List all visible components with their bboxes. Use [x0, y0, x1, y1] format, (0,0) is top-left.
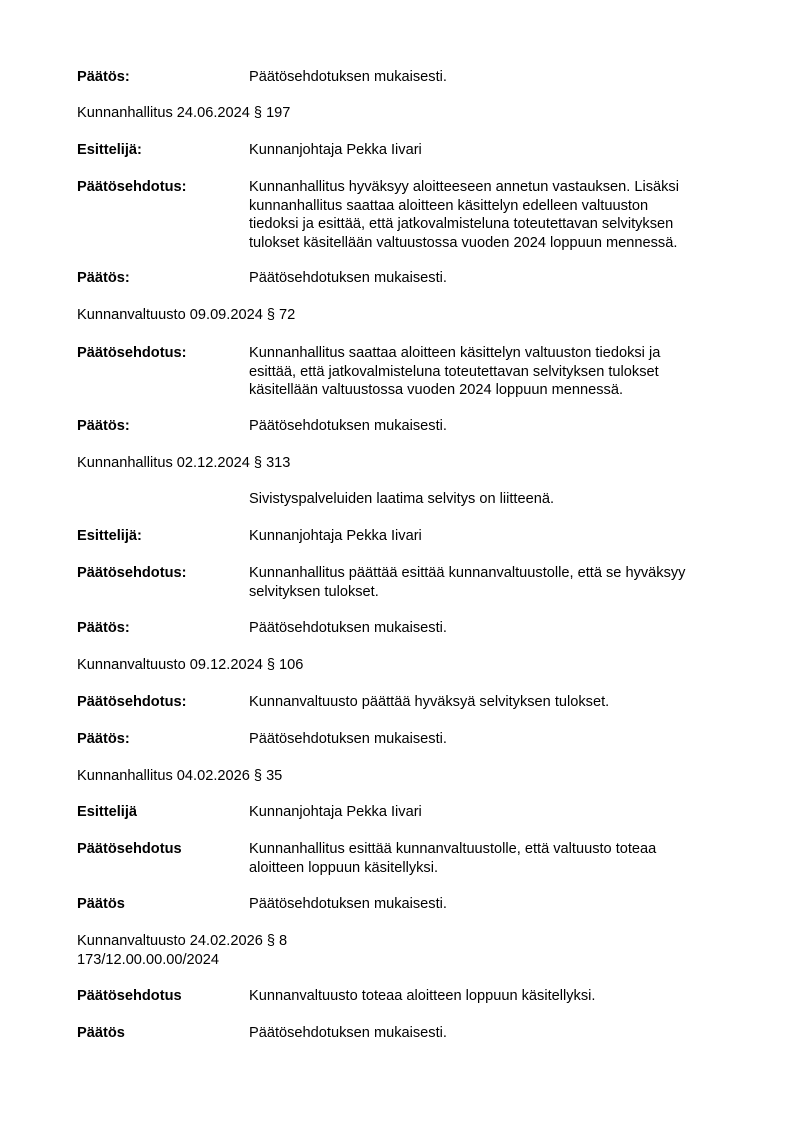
decision-label: Päätös: [77, 896, 125, 912]
proposal-line: esittää, että jatkovalmisteluna toteutettavan selvityksen tulokset: [249, 363, 659, 380]
proposal-text: Kunnanvaltuusto päättää hyväksyä selvityksen tulokset.: [249, 694, 610, 710]
proposal-text: [249, 840, 737, 877]
decision-label: Päätös:: [77, 69, 130, 85]
proposal-text: Kunnanvaltuusto toteaa aloitteen loppuun käsitellyksi.: [249, 988, 596, 1004]
proposal-text: [249, 564, 737, 601]
meeting-heading: Kunnanvaltuusto 09.12.2024 § 106: [77, 657, 304, 673]
decision-row: [77, 1024, 737, 1043]
decision-text: Päätösehdotuksen mukaisesti.: [249, 418, 447, 434]
proposal-label: Päätösehdotus: [77, 841, 182, 857]
decision-text: Päätösehdotuksen mukaisesti.: [249, 270, 447, 286]
decision-label: Päätös:: [77, 418, 130, 434]
proposal-line: aloitteen loppuun käsitellyksi.: [249, 859, 439, 876]
decision-row: [77, 269, 737, 288]
proposal-text: [249, 344, 737, 400]
decision-text: Päätösehdotuksen mukaisesti.: [249, 896, 447, 912]
decision-text: Päätösehdotuksen mukaisesti.: [249, 620, 447, 636]
meeting-heading-line: Kunnanvaltuusto 24.02.2026 § 8: [77, 933, 288, 949]
proposal-line: Kunnanhallitus päättää esittää kunnanvaltuustolle, että se hyväksyy: [249, 565, 686, 581]
decision-text: Päätösehdotuksen mukaisesti.: [249, 1025, 447, 1041]
proposal-label: Päätösehdotus:: [77, 565, 187, 581]
presenter-text: Kunnanjohtaja Pekka Iivari: [249, 142, 422, 158]
presenter-text: Kunnanjohtaja Pekka Iivari: [249, 528, 422, 544]
decision-row: [77, 730, 737, 749]
decision-label: Päätös:: [77, 731, 130, 747]
record-number: 173/12.00.00.00/2024: [77, 951, 220, 968]
proposal-row: [77, 840, 737, 877]
proposal-row: [77, 693, 737, 712]
meeting-heading: [77, 932, 737, 969]
presenter-label: Esittelijä:: [77, 528, 142, 544]
proposal-row: [77, 344, 737, 400]
presenter-label: Esittelijä: [77, 804, 138, 820]
presenter-label: Esittelijä:: [77, 142, 142, 158]
proposal-label: Päätösehdotus:: [77, 179, 187, 195]
proposal-label: Päätösehdotus:: [77, 694, 187, 710]
decision-label: Päätös:: [77, 620, 130, 636]
proposal-line: Kunnanhallitus saattaa aloitteen käsittelyn valtuuston tiedoksi ja: [249, 345, 661, 361]
meeting-heading: Kunnanhallitus 04.02.2026 § 35: [77, 768, 283, 784]
proposal-line: Kunnanhallitus esittää kunnanvaltuustolle, että valtuusto toteaa: [249, 841, 657, 857]
proposal-line: tulokset käsitellään valtuustossa vuoden 2024 loppuun mennessä.: [249, 234, 678, 251]
proposal-line: Kunnanhallitus hyväksyy aloitteeseen annetun vastauksen. Lisäksi: [249, 179, 679, 195]
decision-label: Päätös: [77, 1025, 125, 1041]
proposal-text: [249, 178, 737, 252]
presenter-row: [77, 527, 737, 546]
presenter-row: [77, 141, 737, 160]
decision-text: Päätösehdotuksen mukaisesti.: [249, 69, 447, 85]
attachment-note: Sivistyspalveluiden laatima selvitys on liitteenä.: [249, 491, 554, 507]
proposal-label: Päätösehdotus: [77, 988, 182, 1004]
meeting-heading: Kunnanhallitus 24.06.2024 § 197: [77, 105, 291, 121]
proposal-row: [77, 987, 737, 1006]
decision-row: [77, 619, 737, 638]
meeting-heading: Kunnanhallitus 02.12.2024 § 313: [77, 455, 291, 471]
proposal-row: [77, 178, 737, 252]
proposal-line: kunnanhallitus saattaa aloitteen käsittelyn edelleen valtuuston: [249, 197, 649, 214]
proposal-row: [77, 564, 737, 601]
decision-text: Päätösehdotuksen mukaisesti.: [249, 731, 447, 747]
proposal-line: käsitellään valtuustossa vuoden 2024 loppuun mennessä.: [249, 382, 624, 398]
proposal-line: tiedoksi ja esittää, että jatkovalmisteluna toteutettavan selvityksen: [249, 216, 674, 232]
meeting-heading: Kunnanvaltuusto 09.09.2024 § 72: [77, 307, 296, 323]
decision-row: [77, 417, 737, 436]
proposal-line: selvityksen tulokset.: [249, 583, 379, 600]
presenter-text: Kunnanjohtaja Pekka Iivari: [249, 804, 422, 820]
decision-row: [77, 895, 737, 914]
decision-row: [77, 68, 737, 87]
proposal-label: Päätösehdotus:: [77, 345, 187, 361]
decision-label: Päätös:: [77, 270, 130, 286]
presenter-row: [77, 803, 737, 822]
